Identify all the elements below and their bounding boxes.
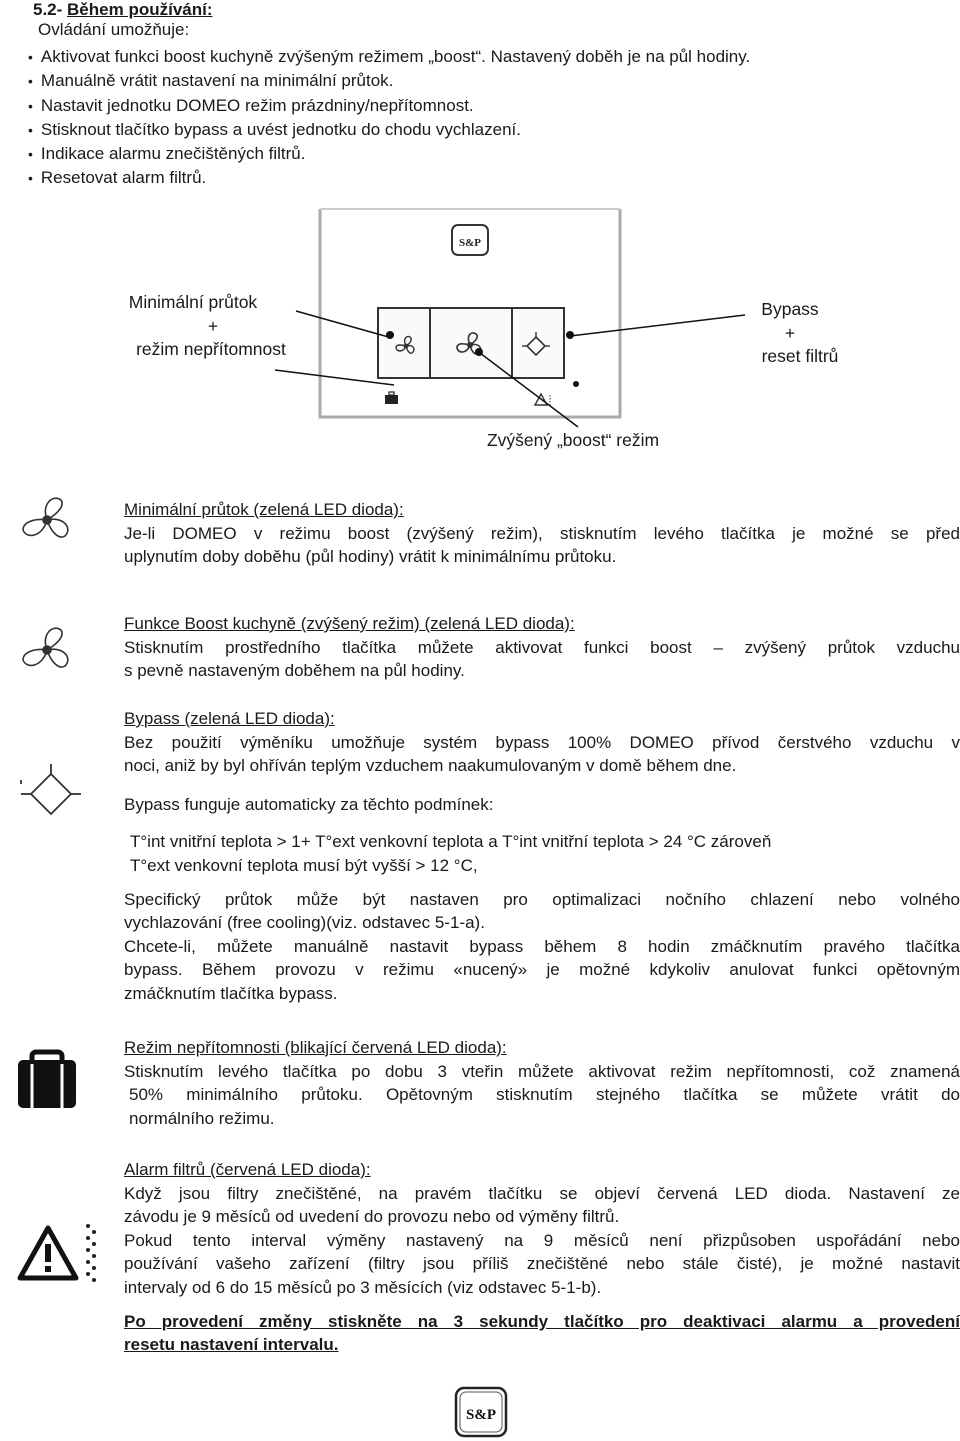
section-title: Během používání: xyxy=(67,0,213,19)
section-title: Funkce Boost kuchyně (zvýšený režim) (zelená LED dioda): xyxy=(124,614,575,633)
filter-warning-icon xyxy=(14,1218,104,1288)
list-item: • Nastavit jednotku DOMEO režim prázdniny/nepřítomnost. xyxy=(28,94,750,118)
list-item: • Resetovat alarm filtrů. xyxy=(28,166,750,190)
list-item: • Indikace alarmu znečištěných filtrů. xyxy=(28,142,750,166)
paragraph-line: intervaly od 6 do 15 měsíců po 3 měsících (viz odstavec 5-1-b). xyxy=(124,1277,602,1297)
section-title: Režim nepřítomnosti (blikající červená LED dioda): xyxy=(124,1038,507,1057)
label-boost: Zvýšený „boost“ režim xyxy=(486,430,660,450)
paragraph-line: 50% minimálního průtoku. Opětovným stisknutím stejného tlačítka se můžete vrátit do xyxy=(129,1085,960,1105)
section-heading xyxy=(33,0,213,20)
list-item: • Stisknout tlačítko bypass a uvést jednotku do chodu vychlazení. xyxy=(28,118,750,142)
paragraph-line: T°int vnitřní teplota > 1+ T°ext venkovní teplota a T°int vnitřní teplota > 24 °C zároveň xyxy=(130,832,772,852)
paragraph-line: Bez použití výměníku umožňuje systém bypass 100% DOMEO přívod čerstvého vzduchu v xyxy=(124,732,960,752)
label-plus: + xyxy=(784,323,796,343)
paragraph-line: normálního režimu. xyxy=(129,1108,275,1128)
paragraph-line: resetu nastavení intervalu. xyxy=(124,1335,339,1355)
paragraph-line: s pevně nastaveným doběhem na půl hodiny. xyxy=(124,661,465,681)
paragraph-line: Když jsou filtry znečištěné, na pravém tlačítku se objeví červená LED dioda. Nastavení ze xyxy=(124,1183,960,1203)
list-item: • Aktivovat funkci boost kuchyně zvýšeným režimem „boost“. Nastavený doběh je na půl hodiny. xyxy=(28,45,750,69)
paragraph-line: Pokud tento interval výměny nastavený na 9 měsíců není přizpůsoben uspořádání nebo xyxy=(124,1230,960,1250)
list-item: • Manuálně vrátit nastavení na minimální průtok. xyxy=(28,69,750,93)
feature-list xyxy=(28,45,750,191)
paragraph-line: zmáčknutím tlačítka bypass. xyxy=(124,983,338,1003)
paragraph-line: uplynutím doby doběhu (půl hodiny) vrátit k minimálnímu průtoku. xyxy=(124,547,617,567)
bypass-diamond-icon xyxy=(14,760,84,826)
section-min-flow xyxy=(124,498,960,569)
suitcase-icon xyxy=(385,392,398,404)
paragraph-line: Chcete-li, můžete manuálně nastavit bypass během 8 hodin zmáčknutím pravého tlačítka xyxy=(124,936,960,956)
paragraph-line: používání vašeho zařízení (filtry jsou příliš znečištěné nebo stále čisté), je možné nastavit xyxy=(124,1254,960,1274)
label-plus: + xyxy=(207,316,219,336)
paragraph-line: vychlazování (free cooling)(viz. odstavec 5-1-a). xyxy=(124,913,485,933)
control-panel-diagram xyxy=(0,195,960,465)
label-bypass: Bypass xyxy=(761,299,819,319)
section-number: 5.2- xyxy=(33,0,68,19)
footer-logo-text: S&P xyxy=(466,1407,496,1423)
paragraph-line: bypass. Během provozu v režimu «nucený» je možné kdykoliv anulovat funkci opětovným xyxy=(124,960,960,980)
suitcase-icon xyxy=(14,1044,80,1110)
section-title: Bypass (zelená LED dioda): xyxy=(124,709,335,728)
section-alarm xyxy=(124,1158,960,1357)
logo-icon xyxy=(453,1385,509,1439)
fan-icon xyxy=(14,618,80,684)
label-absence: režim nepřítomnost xyxy=(136,339,286,359)
section-absence xyxy=(124,1036,960,1130)
paragraph-line: Bypass funguje automaticky za těchto podmínek: xyxy=(124,794,494,814)
led-indicator xyxy=(573,381,579,387)
intro-text: Ovládání umožňuje: xyxy=(38,20,190,39)
paragraph-line: T°ext venkovní teplota musí být vyšší > 12 °C, xyxy=(130,855,478,875)
section-bypass xyxy=(124,707,960,1006)
section-title: Minimální průtok (zelená LED dioda): xyxy=(124,500,404,519)
label-min-flow: Minimální průtok xyxy=(128,292,258,312)
label-reset: reset filtrů xyxy=(761,346,839,366)
paragraph-line: Stisknutím levého tlačítka po dobu 3 vteřin můžete aktivovat režim nepřítomnosti, což znamená xyxy=(124,1061,960,1081)
section-boost xyxy=(124,612,960,683)
paragraph-line: závodu je 9 měsíců od uvedení do provozu nebo od výměny filtrů. xyxy=(124,1207,620,1227)
logo-text: S&P xyxy=(459,237,481,249)
paragraph-line: Je-li DOMEO v režimu boost (zvýšený režim), stisknutím levého tlačítka je možné se před xyxy=(124,523,960,543)
logo-icon xyxy=(452,225,488,255)
paragraph-line: noci, aniž by byl ohříván teplým vzduchem naakumulovaným v domě během dne. xyxy=(124,756,737,776)
paragraph-line: Po provedení změny stiskněte na 3 sekundy tlačítko pro deaktivaci alarmu a provedení xyxy=(124,1311,960,1331)
paragraph-line: Specifický průtok může být nastaven pro optimalizaci nočního chlazení nebo volného xyxy=(124,889,960,909)
section-title: Alarm filtrů (červená LED dioda): xyxy=(124,1160,371,1179)
paragraph-line: Stisknutím prostředního tlačítka můžete aktivovat funkci boost – zvýšený průtok vzduchu xyxy=(124,637,960,657)
fan-icon xyxy=(14,488,80,554)
